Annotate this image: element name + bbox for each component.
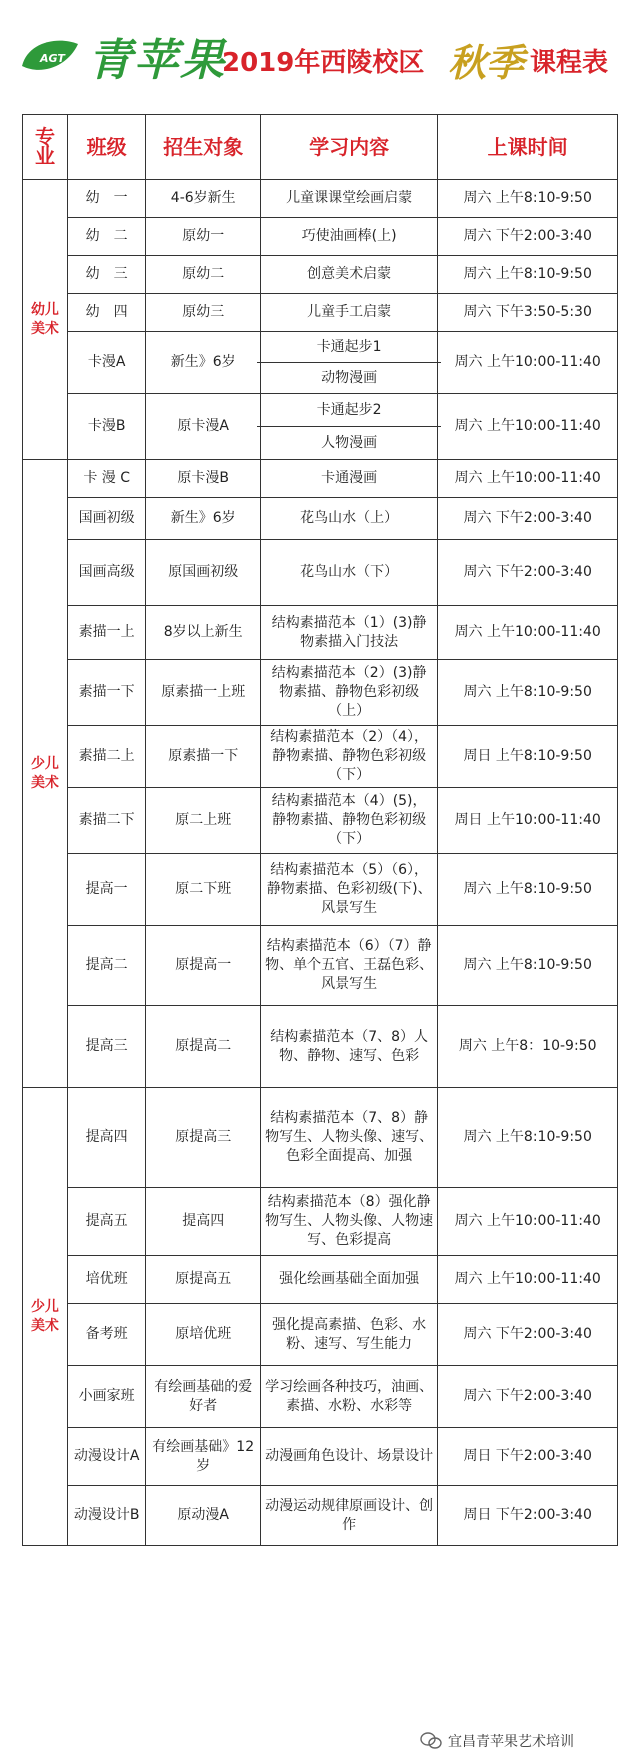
time-cell: 周六 上午8:10-9:50 (438, 854, 618, 926)
class-cell: 幼 二 (67, 218, 146, 256)
content-cell: 强化提高素描、色彩、水粉、速写、写生能力 (260, 1304, 437, 1366)
target-cell: 有绘画基础》12岁 (146, 1428, 261, 1486)
table-row (23, 460, 618, 498)
class-cell: 培优班 (67, 1256, 146, 1304)
table-row (23, 854, 618, 926)
time-cell: 周六 上午8:10-9:50 (438, 926, 618, 1006)
apple-leaf-logo-icon (18, 36, 82, 76)
col-header-time: 上课时间 (438, 115, 618, 180)
target-cell: 原幼二 (146, 256, 261, 294)
target-cell: 新生》6岁 (146, 332, 261, 394)
time-cell: 周六 上午8:10-9:50 (438, 180, 618, 218)
target-cell: 原提高二 (146, 1006, 261, 1088)
content-cell: 强化绘画基础全面加强 (260, 1256, 437, 1304)
target-cell: 原提高一 (146, 926, 261, 1006)
content-cell (260, 394, 437, 460)
schedule-table (22, 114, 618, 1546)
class-cell: 素描一下 (67, 660, 146, 726)
class-cell: 备考班 (67, 1304, 146, 1366)
content-cell: 儿童手工启蒙 (260, 294, 437, 332)
table-row (23, 294, 618, 332)
table-row (23, 394, 618, 460)
target-cell: 提高四 (146, 1188, 261, 1256)
class-cell: 卡 漫 C (67, 460, 146, 498)
col-header-target: 招生对象 (146, 115, 261, 180)
content-cell: 结构素描范本（2）（4），静物素描、静物色彩初级（下） (260, 726, 437, 788)
time-cell: 周六 上午8:10-9:50 (438, 256, 618, 294)
content-cell: 学习绘画各种技巧，油画、素描、水粉、水彩等 (260, 1366, 437, 1428)
target-cell: 原动漫A (146, 1486, 261, 1546)
class-cell: 幼 一 (67, 180, 146, 218)
header (0, 0, 640, 110)
target-cell: 原素描一下 (146, 726, 261, 788)
class-cell: 小画家班 (67, 1366, 146, 1428)
content-cell: 结构素描范本（6）（7）静物、单个五官、王磊色彩、风景写生 (260, 926, 437, 1006)
table-row (23, 1188, 618, 1256)
logo-text: AGT (40, 52, 65, 65)
content-cell: 卡通漫画 (260, 460, 437, 498)
target-cell: 原提高三 (146, 1088, 261, 1188)
target-cell: 8岁以上新生 (146, 606, 261, 660)
time-cell: 周六 上午10:00-11:40 (438, 1188, 618, 1256)
content-cell: 动漫运动规律原画设计、创作 (260, 1486, 437, 1546)
content-cell: 动漫画角色设计、场景设计 (260, 1428, 437, 1486)
target-cell: 原国画初级 (146, 540, 261, 606)
table-row (23, 1366, 618, 1428)
content-cell: 结构素描范本（4）(5)，静物素描、静物色彩初级（下） (260, 788, 437, 854)
time-cell: 周六 上午10:00-11:40 (438, 332, 618, 394)
title-prefix: 2019年西陵校区 (222, 48, 425, 78)
time-cell: 周六 上午10:00-11:40 (438, 1256, 618, 1304)
time-cell: 周六 下午2:00-3:40 (438, 218, 618, 256)
class-cell: 提高一 (67, 854, 146, 926)
time-cell: 周六 下午2:00-3:40 (438, 1304, 618, 1366)
content-cell: 结构素描范本（1）(3)静物素描入门技法 (260, 606, 437, 660)
class-cell: 提高五 (67, 1188, 146, 1256)
table-row (23, 1256, 618, 1304)
table-row (23, 926, 618, 1006)
class-cell: 卡漫A (67, 332, 146, 394)
table-row (23, 606, 618, 660)
content-cell: 创意美术启蒙 (260, 256, 437, 294)
class-cell: 素描二上 (67, 726, 146, 788)
content-cell (260, 332, 437, 394)
target-cell: 新生》6岁 (146, 498, 261, 540)
class-cell: 提高四 (67, 1088, 146, 1188)
table-row (23, 660, 618, 726)
target-cell: 原素描一上班 (146, 660, 261, 726)
class-cell: 幼 四 (67, 294, 146, 332)
col-header-content: 学习内容 (260, 115, 437, 180)
time-cell: 周六 下午2:00-3:40 (438, 1366, 618, 1428)
col-header-class: 班级 (67, 115, 146, 180)
content-cell: 花鸟山水（下） (260, 540, 437, 606)
table-row (23, 1006, 618, 1088)
table-row (23, 256, 618, 294)
content-sub-line: 卡通起步1 (257, 332, 441, 363)
time-cell: 周六 下午2:00-3:40 (438, 540, 618, 606)
class-cell: 提高二 (67, 926, 146, 1006)
table-row (23, 1428, 618, 1486)
target-cell: 原卡漫B (146, 460, 261, 498)
table-row (23, 218, 618, 256)
content-sub-line: 人物漫画 (321, 435, 378, 451)
major-cell: 少儿美术 (23, 460, 68, 1088)
target-cell: 4-6岁新生 (146, 180, 261, 218)
table-header-row (23, 115, 618, 180)
time-cell: 周六 上午8:10-9:50 (438, 660, 618, 726)
content-sub-line: 动物漫画 (321, 370, 378, 386)
time-cell: 周日 下午2:00-3:40 (438, 1428, 618, 1486)
class-cell: 动漫设计B (67, 1486, 146, 1546)
class-cell: 卡漫B (67, 394, 146, 460)
table-row (23, 540, 618, 606)
time-cell: 周日 下午2:00-3:40 (438, 1486, 618, 1546)
major-cell: 少儿美术 (23, 1088, 68, 1546)
table-row (23, 1304, 618, 1366)
content-cell: 结构素描范本（7、8）人物、静物、速写、色彩 (260, 1006, 437, 1088)
content-cell: 结构素描范本（7、8）静物写生、人物头像、速写、色彩全面提高、加强 (260, 1088, 437, 1188)
col-header-major: 专业 (23, 115, 68, 180)
wechat-icon (420, 1732, 442, 1750)
time-cell: 周六 上午10:00-11:40 (438, 606, 618, 660)
class-cell: 素描二下 (67, 788, 146, 854)
content-cell: 巧使油画棒(上) (260, 218, 437, 256)
time-cell: 周六 上午8:10-9:50 (438, 1088, 618, 1188)
content-cell: 儿童课课堂绘画启蒙 (260, 180, 437, 218)
watermark: 宜昌青苹果艺术培训 (448, 1734, 574, 1750)
table-row (23, 180, 618, 218)
table-row (23, 788, 618, 854)
table-row (23, 726, 618, 788)
content-sub-line: 卡通起步2 (257, 394, 441, 427)
time-cell: 周六 下午3:50-5:30 (438, 294, 618, 332)
target-cell: 原卡漫A (146, 394, 261, 460)
content-cell: 花鸟山水（上） (260, 498, 437, 540)
content-cell: 结构素描范本（8）强化静物写生、人物头像、人物速写、色彩提高 (260, 1188, 437, 1256)
target-cell: 原提高五 (146, 1256, 261, 1304)
brand-name: 青苹果 (88, 35, 226, 86)
class-cell: 提高三 (67, 1006, 146, 1088)
time-cell: 周日 上午8:10-9:50 (438, 726, 618, 788)
class-cell: 国画高级 (67, 540, 146, 606)
title-season: 秋季 (448, 40, 525, 85)
time-cell: 周六 上午10:00-11:40 (438, 460, 618, 498)
target-cell: 有绘画基础的爱好者 (146, 1366, 261, 1428)
target-cell: 原二下班 (146, 854, 261, 926)
content-cell: 结构素描范本（5）（6），静物素描、色彩初级(下)、风景写生 (260, 854, 437, 926)
time-cell: 周六 上午10:00-11:40 (438, 394, 618, 460)
time-cell: 周六 上午8：10-9:50 (438, 1006, 618, 1088)
time-cell: 周日 上午10:00-11:40 (438, 788, 618, 854)
table-row (23, 332, 618, 394)
class-cell: 幼 三 (67, 256, 146, 294)
table-row (23, 498, 618, 540)
class-cell: 国画初级 (67, 498, 146, 540)
table-row (23, 1088, 618, 1188)
major-cell: 幼儿美术 (23, 180, 68, 460)
target-cell: 原幼三 (146, 294, 261, 332)
table-row (23, 1486, 618, 1546)
class-cell: 动漫设计A (67, 1428, 146, 1486)
target-cell: 原幼一 (146, 218, 261, 256)
content-cell: 结构素描范本（2）(3)静物素描、静物色彩初级（上） (260, 660, 437, 726)
class-cell: 素描一上 (67, 606, 146, 660)
time-cell: 周六 下午2:00-3:40 (438, 498, 618, 540)
target-cell: 原培优班 (146, 1304, 261, 1366)
target-cell: 原二上班 (146, 788, 261, 854)
title-suffix: 课程表 (530, 48, 609, 78)
